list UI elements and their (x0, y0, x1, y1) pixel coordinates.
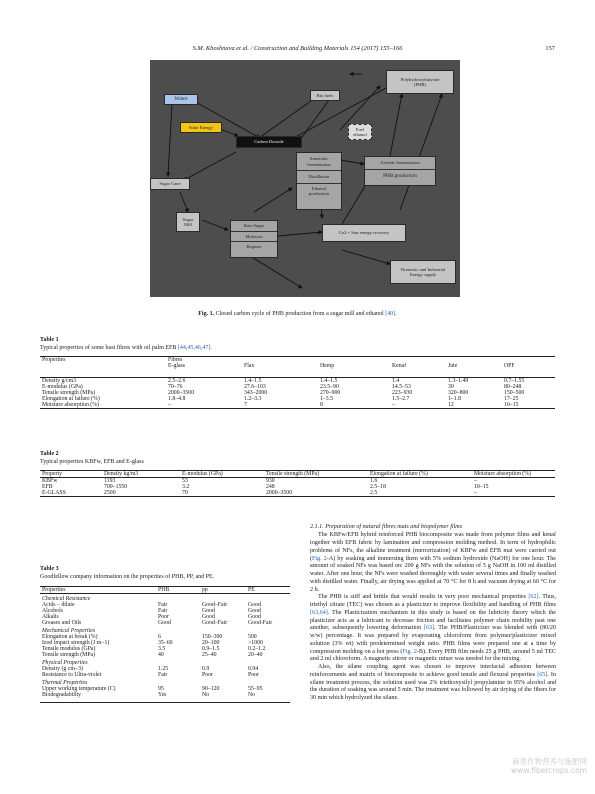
table-cell: 1–3.5 (320, 395, 334, 402)
node-anaerobic: Anaerobic fermentation (297, 153, 341, 171)
table-cell: 1.3–1.49 (448, 377, 469, 384)
table-cell: Good (248, 608, 261, 614)
arrow-co2-to-biofuels (300, 96, 332, 140)
arrow-mill-to-rawsugar (202, 220, 228, 230)
table-cell: 30 (448, 383, 454, 390)
table-cell: No (248, 692, 256, 698)
table-cell: Good (158, 620, 171, 626)
table3-column-header: PHB (158, 587, 170, 593)
table-cell: Good–Fair (202, 620, 228, 626)
arrow-aerobic-to-phb (390, 94, 402, 156)
table-cell: 1193 (104, 478, 116, 484)
p1-figure-link[interactable]: Fig. 2 (312, 555, 327, 562)
table-cell: Alkalis (42, 614, 59, 620)
table-cell: 20–40 (248, 652, 263, 658)
table-cell: 2000–3500 (266, 490, 293, 496)
table-cell: 2.5–2.6 (168, 377, 186, 384)
table-cell: 70 (182, 490, 188, 496)
node-aerobic: Aerobic fermentation (365, 157, 435, 170)
table-row (40, 672, 290, 678)
table-cell: 10–15 (474, 484, 489, 490)
table-cell: >1000 (248, 640, 263, 646)
table-cell: Density (g cm−3) (42, 666, 83, 672)
table-cell: 53 (182, 478, 188, 484)
table-cell: 95 (158, 686, 164, 692)
node-solar-energy: Solar Energy (180, 122, 222, 133)
running-header: S.M. Khoshnava et al. / Construction and Building Materials 154 (2017) 155–166 (192, 45, 403, 52)
table-cell: 35–60 (158, 640, 173, 646)
table-cell: Alcohols (42, 608, 63, 614)
table2-header-row (40, 471, 555, 478)
table-cell: 12 (448, 401, 454, 408)
table2-column-header: Tensile strength (MPa) (266, 471, 320, 477)
section-label: Mechanical Properties (42, 628, 96, 634)
table-cell: Poor (248, 672, 259, 678)
table-cell: Poor (158, 614, 169, 620)
table-cell: Greases and Oils (42, 620, 82, 626)
paragraph-1: The KBFw/EFB hybrid reinforced PHB biocomposite was made from polymer films and kenaf together with EFB fabric by lamination and compression molding method. In term of hydrophilic problems of NFs, the alkaline treatment (mercerization) of KBFw and EFB mat were carried out (Fig. 2-A) by soaking and immersing them with 5% sodium hydroxide (NaOH) for one hour. The amount of soaked NFs was based on: 200 g NFs with the solution of 5 g NaOH in 100 ml distilled water. After one hour, the NFs were washed thoroughly with water several times and finally washed with distilled water. Finally, air drying was applied at 70 °C for 8 h and vacuum drying at 60 °C for 2 h. (310, 532, 556, 593)
arrow-rawsugar-to-recovery (278, 232, 322, 236)
arrow-domestic-to-phb (400, 94, 442, 210)
node-bio-fuels: Bio fuels (310, 90, 340, 101)
arrow-co2-to-sugarcane (184, 152, 236, 180)
table-row (40, 490, 555, 497)
table-cell: Izod impact strength (J m−1) (42, 640, 110, 646)
table-cell: 0.94 (248, 666, 259, 672)
table-cell: KBFw (42, 478, 58, 484)
table-cell: Biodegradability (42, 692, 81, 698)
caption-ref-link[interactable]: [40] (385, 311, 396, 317)
arrow-water-to-sugarcane (168, 104, 172, 176)
node-aerobic-group (364, 156, 436, 186)
table-cell: – (168, 401, 171, 408)
table3-caption: Table 3 Goodfellow company information on the properties of PHB, PP, and PE. (40, 566, 215, 580)
table-cell: 90–120 (202, 686, 220, 692)
arrow-biofuels-to-co2 (256, 96, 318, 140)
table-cell: 2.5 (370, 490, 378, 496)
table1-column-header: Flax (244, 363, 255, 369)
table2-column-header: Property (42, 471, 62, 477)
table-cell: 0.9 (202, 666, 210, 672)
table-cell: 343–2000 (244, 389, 268, 396)
section-row (40, 626, 290, 634)
table-row (40, 692, 290, 702)
table-cell: 3.2 (182, 484, 190, 490)
paragraph-3: Also, the silane coupling agent was chosen to improve interfacial adhesion between reinforcements and matrix of biocomposite to achieve good tensile and flexural properties [65]. In silane treatment process, the solution used was 2% triethoxysilyl propylamine in 95% alcohol and the duration of soaking was around 5 min. The treatment was followed by air drying of the fibers for 30 min which hydrolyzed the silane. (310, 664, 556, 701)
table-cell: 25–40 (202, 652, 217, 658)
table-cell: 1–1.8 (448, 395, 462, 402)
arrow-sugarcane-to-mill (180, 192, 188, 212)
node-water: Water (164, 94, 198, 105)
table1-header-row (40, 363, 555, 377)
table-cell: 14.5–53 (392, 383, 411, 390)
row-label: Elongation at failure (%) (42, 395, 100, 402)
table3-column-header: PE (248, 587, 255, 593)
table1-column-header: Jute (448, 363, 458, 369)
table-cell: Tensile modulus (GPa) (42, 646, 96, 652)
section-row (40, 658, 290, 666)
row-label: E-modulus (GPa) (42, 383, 83, 390)
table-cell: 80–248 (504, 383, 522, 390)
table-cell: – (392, 401, 395, 408)
section-label: Physical Properties (42, 660, 88, 666)
section-row (40, 594, 290, 603)
table2-column-header: Moisture absorption (%) (474, 471, 531, 477)
table-cell: 1.4–1.5 (244, 377, 262, 384)
table3-column-header: Properties (42, 587, 66, 593)
table-cell: 700–1550 (104, 484, 128, 490)
p2-ref-link-2[interactable]: [63,64] (310, 609, 328, 616)
row-label: Tensile strength (MPa) (42, 389, 96, 396)
table-cell: Good (202, 614, 215, 620)
table-cell: 150–300 (202, 634, 223, 640)
p2-figure-link[interactable]: Fig. 2 (402, 648, 417, 655)
section-label: Chemical Resistance (42, 596, 91, 602)
paragraph-2: The PHB is stiff and brittle that would results in very poor mechanical properties [62]. Thus, triethyl citrate (TEC) was chosen as a plasticizer to improve flexibility and handling of PHB films [63,64]. The Plasticization mechanism in this study is based on the lubricity theory which the plasticizer acts as a lubricant to decrease friction and facilitates polymer chain mobility past one another, subsequently lowering deformation [63]. The PHB/Plasticizer was blended with (80/20 w/w) percentage. It was prepared by evaporating chloroform from polymer/plasticizer mixed solution (3% wt) with predetermined weight ratio. PHB films were prepared one at a time by compression molding on a hot press (Fig. 2-B). Every PHB film needs 25 g PHB, around 5 ml TEC and 2 ml chloroform. A magnetic stirrer or magnetic mixer was needed for the mixing. (310, 594, 556, 663)
table-cell: 1.2–3.3 (244, 395, 262, 402)
figure-carbon-cycle (150, 60, 460, 297)
p2-ref-link-3[interactable]: [63] (423, 625, 435, 632)
arrow-anaerobic-to-aerobic (340, 160, 364, 164)
node-sugar-cane: Sugar Cane (150, 178, 190, 190)
table-cell: 17–25 (504, 395, 519, 402)
table1-ref-link[interactable]: [44,45,46,47] (177, 345, 211, 351)
table-cell: 1.25 (158, 666, 169, 672)
table1-header-properties: Properties (42, 357, 66, 363)
figure-caption: Fig. 1. Closed carbon cycle of PHB production from a sugar mill and ethanol [40]. (198, 311, 397, 317)
node-phb-top: Polyhydroxybutyrate (PHB) (386, 70, 454, 94)
node-sugar-mill: Sugar Mill (176, 212, 200, 232)
table-cell: 320–800 (448, 389, 469, 396)
table-cell: E-GLASS (42, 490, 66, 496)
table-cell: 248 (266, 484, 275, 490)
table3-header-row (40, 587, 290, 594)
table-cell: 1.5–2.7 (392, 395, 410, 402)
table2-column-header: Density kg/m3 (104, 471, 139, 477)
node-phb-production: PHB production (383, 172, 417, 179)
table1 (40, 356, 555, 409)
body-column-right (310, 524, 556, 703)
p3-ref-link-1[interactable]: [65] (537, 671, 548, 678)
table-cell: Good-Fair (248, 620, 273, 626)
table1-column-header: E-glass (168, 363, 186, 369)
table-cell: 55–95 (248, 686, 263, 692)
table-cell: Acids – dilute (42, 602, 75, 608)
table-cell: Fair (158, 672, 168, 678)
table-cell: Fair (158, 608, 168, 614)
table-cell: Yes (158, 692, 167, 698)
table-cell: 8 (320, 401, 323, 408)
section-row (40, 678, 290, 686)
section-heading: 2.1.1. Preparation of natural fibres mats and biopolymer films (310, 524, 463, 530)
table-cell: 2.5–18 (370, 484, 386, 490)
table-cell: 20–100 (202, 640, 220, 646)
table-cell: 27.6–103 (244, 383, 266, 390)
table1-body (40, 377, 555, 408)
table-cell: – (474, 478, 477, 484)
table-cell: Good (248, 614, 261, 620)
table2-column-header: Elongation at failure (%) (370, 471, 428, 477)
table-cell: 1.6 (370, 478, 378, 484)
table-cell: 0.2–1.2 (248, 646, 266, 652)
table-cell: 23.5–90 (320, 383, 339, 390)
table-row (40, 402, 555, 409)
table-cell: EFB (42, 484, 53, 490)
table1-header-fibres: Fibres (168, 357, 183, 363)
node-domestic-energy: Domestic and Industrial Energy supply (390, 260, 456, 284)
table3-column-header: pp (202, 587, 208, 593)
arrow-recovery-to-domestic (342, 250, 390, 264)
table2-body (40, 478, 555, 497)
table-cell: 0.7–1.55 (504, 377, 525, 384)
table-cell: – (474, 490, 477, 496)
table-cell: Tensile strength (MPa) (42, 652, 96, 658)
table3-body (40, 594, 290, 703)
table-cell: No (202, 692, 210, 698)
table-cell: 930 (266, 478, 275, 484)
table-cell: Poor (202, 672, 213, 678)
table-cell: 150–500 (504, 389, 525, 396)
table-cell: Good–Fair (202, 602, 228, 608)
table-cell: 1.4–1.5 (320, 377, 338, 384)
node-sugar-products (230, 220, 278, 258)
table-cell: 3.5 (158, 646, 166, 652)
table-cell: 7 (244, 401, 247, 408)
arrow-bagasse-to-recovery (250, 256, 302, 288)
node-energy-recovery: Co2 + Sun energy recovery (322, 224, 406, 242)
node-fuel-ethanol: Fuel ethanol (348, 124, 372, 140)
table-cell: 223–930 (392, 389, 413, 396)
node-ethanol-production: Ethanol production (309, 185, 329, 196)
p2-ref-link-1[interactable]: [62] (528, 594, 539, 601)
table2-caption: Table 2 Typical properties KBFw, EFB and E-glass (40, 451, 144, 465)
table-cell: 2500 (104, 490, 116, 496)
page-number: 157 (545, 45, 555, 52)
table-cell: 10–15 (504, 401, 519, 408)
table-cell: Fair (158, 602, 168, 608)
table2 (40, 470, 555, 497)
node-carbon-dioxide: Carbon Dioxide (236, 136, 302, 148)
table2-column-header: E-modulus (GPa) (182, 471, 223, 477)
node-molasses: Molasses (231, 232, 277, 243)
table-cell: 500 (248, 634, 257, 640)
table-row (40, 620, 290, 626)
table-cell: 6 (158, 634, 161, 640)
table-cell: 0.9–1.5 (202, 646, 220, 652)
table1-column-header: Kenaf (392, 363, 407, 369)
row-label: Moisture absorption (%) (42, 401, 99, 408)
watermark: 麻类作物营养与施肥网 www.fibercrops.com (511, 757, 587, 775)
table1-column-header: Hemp (320, 363, 335, 369)
table-cell: Good (202, 608, 215, 614)
node-bagasse: Bagasse (246, 244, 262, 249)
arrow-molasses-to-anaerobic (254, 188, 292, 212)
section-label: Thermal Properties (42, 680, 88, 686)
table-cell: 270–900 (320, 389, 341, 396)
table1-caption: Table 1 Typical properties of some bast fibres with oil palm EFB [44,45,46,47]. (40, 337, 212, 351)
table-cell: 70–76 (168, 383, 183, 390)
table-cell: 1.4 (392, 377, 400, 384)
table-cell: 40 (158, 652, 164, 658)
node-distillation: Distillation (297, 171, 341, 184)
table-cell: Upper working temperature (C) (42, 686, 116, 692)
table-cell: 1.8–4.8 (168, 395, 186, 402)
table-cell: 2000–3500 (168, 389, 195, 396)
node-raw-sugar: Raw Sugar (231, 221, 277, 232)
table-cell: Elongation at break (%) (42, 634, 98, 640)
table3 (40, 586, 290, 703)
row-label: Density g/cm3 (42, 377, 76, 384)
node-anaerobic-group (296, 152, 342, 210)
table1-column-header: OPF (504, 363, 515, 369)
table-cell: Good (248, 602, 261, 608)
table-cell: Resistance to Ultra-violet (42, 672, 102, 678)
